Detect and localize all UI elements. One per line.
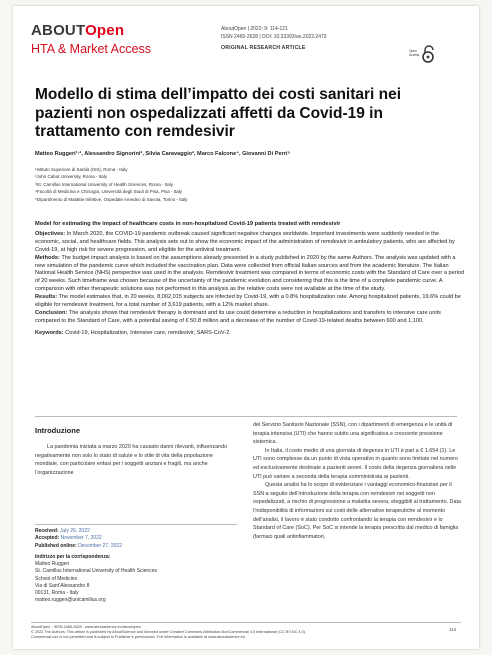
abstract-results-text: The model estimates that, in 20 weeks, 8,002,015 subjects are infected by Covid-19, with a 0.8% hospitalization rate. Among hospitalized patients, 19.6% could be eligible for remdesivir treatment, for a total number of 3,619 patients, with a 12% market share.: [35, 294, 461, 309]
body-paragraph: La pandemia iniziata a marzo 2020 ha causato danni rilevanti, influenzando negativamente non solo lo stato di salute e lo stile di vita della popolazione mondiale, con particolare enfasi per i soggetti anziani e fragili, ma anche l’organizzazione: [35, 444, 228, 476]
abstract-conclusion: [35, 310, 465, 326]
body-paragraph: del Servizio Sanitario Nazionale (SSN), con i dipartimenti di emergenza e le unità di terapia intensiva (UTI) che hanno subito una significativa e crescente pressione sistemica.: [253, 422, 453, 446]
correspondence-heading: Indirizzo per la corrispondenza:: [35, 554, 111, 560]
divider: [35, 524, 237, 525]
article-page: [13, 6, 479, 649]
correspondence-line: School of Medicine: [35, 575, 78, 582]
divider: [35, 416, 457, 417]
abstract-objectives-text: In March 2020, the COVID-19 pandemic outbreak caused significant negative changes worldwide. Important investments were suddenly needed in the economic, social, and healthcare fields. This analysis sets out to show the economic impact of the administration of remdesivir in ambulatory patients, who are affected by Covid-19, at high risk for severe progression, and eligible for the antiviral treatment.: [35, 230, 455, 253]
abstract-methods: [35, 255, 465, 295]
affiliation-item: ²John Cabot University, Roma - Italy: [35, 174, 107, 180]
open-access-label-line: Open: [409, 49, 417, 53]
body-paragraph: In Italia, il costo medio di una giornata di degenza in UTI è pari a € 1.654 (1). Le UTI sono complesse da un punto di vista operativo in quanto sono limitate nel numero ed esclusivamente destinate a pazienti severi. Il costo della degenza giornaliera nelle UTI può variare a seconda della terapia somministrata ai pazienti.: [253, 447, 458, 480]
journal-logo: [31, 22, 124, 39]
keywords-label: Keywords:: [35, 329, 64, 336]
page-footer: [31, 625, 461, 641]
published-date: [35, 543, 237, 550]
abstract-title: Model for estimating the impact of healthcare costs in non-hospitalized Covid-19 patients treated with remdesivir: [35, 221, 341, 227]
body-left-column: [35, 443, 237, 477]
journal-citation: AboutOpen | 2022; 9: 114-121: [221, 26, 288, 32]
published-label: Published online:: [35, 542, 77, 549]
footer-journal-line: AboutOpen - ISSN 2465-2628 - www.aboutscience.eu/aboutopen: [31, 625, 141, 629]
page-number: 114: [449, 627, 457, 632]
correspondence-line: St. Camillus International University of Health Sciences: [35, 568, 157, 575]
open-access-icon: [409, 44, 437, 64]
accepted-value: November 7, 2022: [60, 535, 102, 542]
correspondence: [35, 554, 237, 604]
body-paragraph: Questa analisi ha lo scopo di evidenziare i vantaggi economico-finanziari per il SSN a seguito dell’introduzione della terapia con remdesivir nei soggetti non ospedalizzati, a rischio di progressione a malattia severa, eleggibili al trattamento. Data l’indisponibilità di informazioni sui costi delle alternative terapeutiche al momento dell’analisi, il lavoro è stato condotto confrontando la terapia con remdesivir e lo Standard of Care (SoC). Per SoC si intende la terapia prescritta dal medico di famiglia (farmaci quali antinfiammatori,: [253, 482, 461, 540]
affiliations: [35, 166, 455, 203]
abstract-conclusion-text: The analysis shows that remdesivir therapy is dominant and its use could determine a reduction in hospitalizations and transfers to intensive care units compared to the Standard of Care, with a potential saving of € 50.8 million and a decrease of the number of Covid-19-related deaths between 600 and 1,100.: [35, 309, 441, 324]
abstract-objectives: [35, 231, 465, 255]
received-value: July 26, 2022: [60, 528, 90, 534]
article-dates: [35, 528, 237, 550]
correspondence-line: Matteo Ruggeri: [35, 561, 70, 568]
abstract: [35, 221, 465, 338]
affiliation-item: ⁴Facoltà di Medicina e Chirurgia, Università degli Studi di Pisa, Pisa - Italy: [35, 189, 182, 195]
affiliation-item: ³St. Camillus International University of Health Sciences, Roma - Italy: [35, 181, 174, 187]
accepted-label: Accepted:: [35, 535, 60, 542]
abstract-objectives-label: Objectives:: [35, 230, 66, 237]
correspondence-line: 00131, Roma - Italy: [35, 590, 79, 597]
abstract-results: [35, 294, 465, 310]
abstract-results-label: Results:: [35, 294, 58, 301]
affiliation-item: ¹Istituto Superiore di Sanità (ISS), Roma - Italy: [35, 167, 128, 172]
abstract-methods-text: The budget impact analysis is based on the assumptions already presented in a study published in 2020 by the same Authors. The analysis was updated with a new simulation of the pandemic curve which included the vaccination plan. Data were collected from official Italian sources and from the academic literature. The Italian National Health Service (NHS) perspective was used in the analysis. Remdesivir treatment was compared in terms of economic costs with the Standard of Care over a period of 20 weeks. Such timeframe was chosen because of the uncertainty of the pandemic evolution and considering that this is the time of a complete pandemic curve. A comparison with other therapeutic solutions was not performed in this analysis as the relative costs were not available at the time of the study.: [35, 254, 465, 293]
author-list: Matteo Ruggeri¹·², Alessandro Signorini², Silvia Caravaggio², Marco Falcone⁴, Giovanni Di Perri⁵: [35, 151, 291, 157]
logo-part-open: Open: [85, 22, 125, 39]
abstract-methods-label: Methods:: [35, 254, 60, 261]
abstract-conclusion-label: Conclusion:: [35, 309, 68, 316]
footer-license-line: © 2022 The Authors. This article is published by AboutScience and licensed under Creative Commons Attribution-NonCommercial 4.0 International (CC BY-NC 4.0).: [31, 630, 306, 635]
affiliation-item: ⁵Dipartimento di Malattie Infettive, Ospedale Amedeo di Savoia, Torino - Italy: [35, 196, 188, 202]
logo-part-about: ABOUT: [31, 22, 86, 39]
open-access-label-line: Access: [409, 53, 420, 57]
divider: [31, 622, 461, 623]
section-heading: Introduzione: [35, 426, 80, 435]
keywords-text: Covid-19, Hospitalization, Intensive care, remdesivir, SARS-CoV-2: [65, 329, 230, 336]
article-type: ORIGINAL RESEARCH ARTICLE: [221, 45, 306, 51]
received-date: [35, 528, 237, 535]
journal-issn-doi: ISSN 2465-2628 | DOI: 10.33393/ao.2022.2473: [221, 34, 327, 40]
accepted-date: [35, 535, 237, 542]
journal-subbrand: HTA & Market Access: [31, 42, 151, 56]
footer-permissions-line: Commercial use is not permitted and is subject to Publisher’s permissions. Full information is available at www.aboutscience.eu: [31, 635, 245, 640]
published-value: December 27, 2022: [78, 542, 122, 549]
received-label: Received:: [35, 528, 59, 534]
body-right-column: [253, 421, 461, 541]
correspondence-line: Via di Sant’Alessandro 8: [35, 582, 90, 589]
abstract-keywords: [35, 330, 465, 338]
correspondence-email-link[interactable]: matteo.ruggeri@unicamillus.org: [35, 597, 106, 604]
article-title: Modello di stima dell’impatto dei costi sanitari nei pazienti non ospedalizzati affetti da Covid-19 in trattamento con remdesivir: [35, 86, 402, 141]
